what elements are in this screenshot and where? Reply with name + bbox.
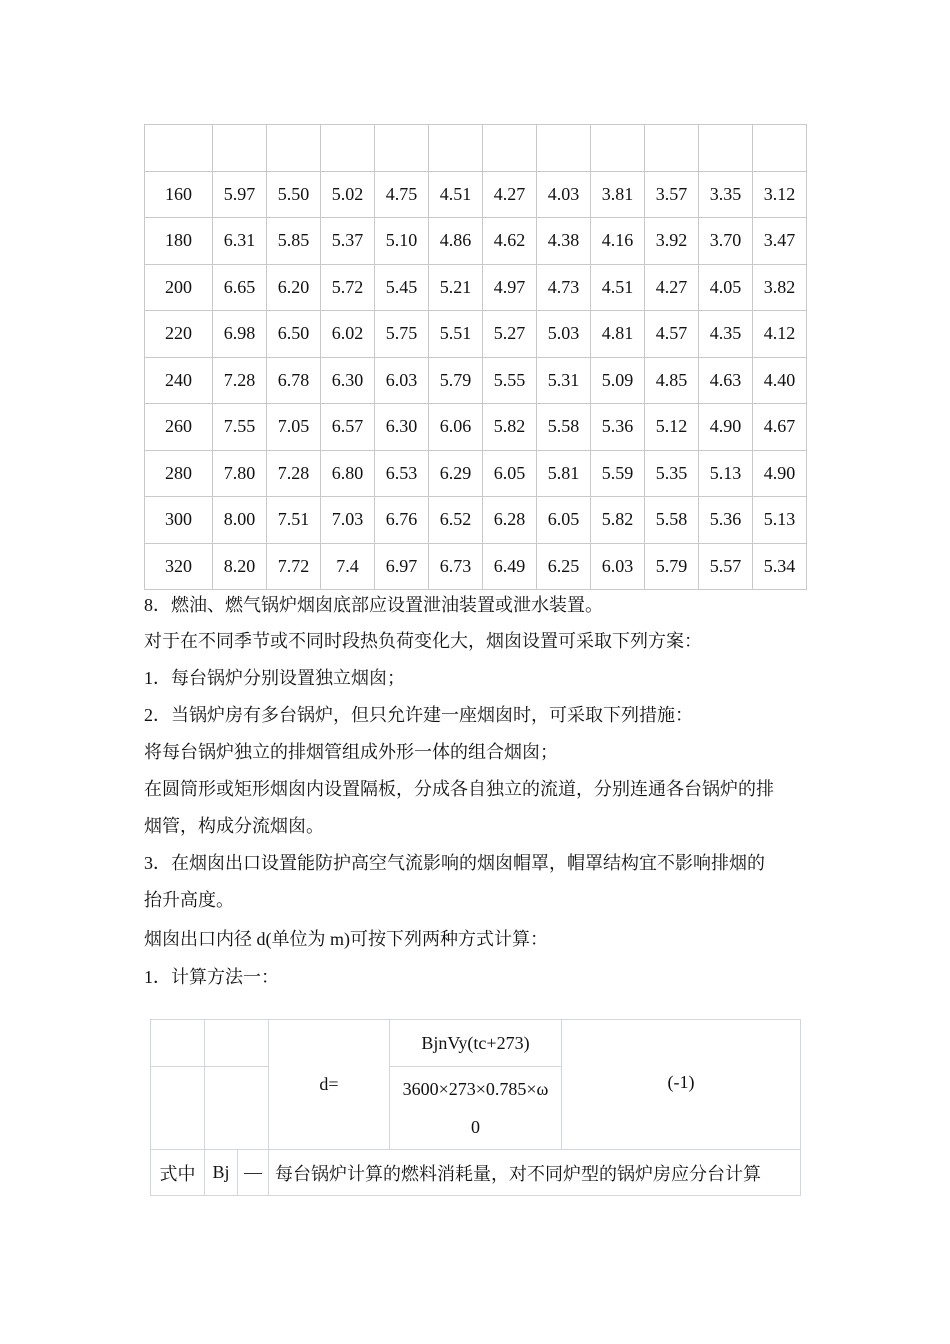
table-cell: 7.55 bbox=[213, 404, 267, 451]
table-cell: 4.81 bbox=[591, 311, 645, 358]
table-cell: 5.03 bbox=[537, 311, 591, 358]
formula-numerator: BjnVy(tc+273) bbox=[390, 1020, 562, 1067]
table-row-label: 320 bbox=[145, 543, 213, 590]
table-cell: 5.21 bbox=[429, 264, 483, 311]
formula-denominator bbox=[390, 1067, 562, 1150]
table-cell: 6.03 bbox=[591, 543, 645, 590]
table-cell: 5.72 bbox=[321, 264, 375, 311]
table-cell: 4.73 bbox=[537, 264, 591, 311]
table-header-cell bbox=[483, 125, 537, 172]
table-cell: 3.81 bbox=[591, 171, 645, 218]
table-cell: 4.63 bbox=[699, 357, 753, 404]
table-cell: 3.12 bbox=[753, 171, 807, 218]
data-table bbox=[144, 124, 807, 590]
table-cell: 6.25 bbox=[537, 543, 591, 590]
table-row-label: 160 bbox=[145, 171, 213, 218]
table-row bbox=[145, 404, 807, 451]
table-header-row bbox=[145, 125, 807, 172]
symbol-definition: 每台锅炉计算的燃料消耗量，对不同炉型的锅炉房应分台计算 bbox=[269, 1150, 801, 1196]
table-cell: 6.06 bbox=[429, 404, 483, 451]
table-header-cell bbox=[375, 125, 429, 172]
table-cell: 6.05 bbox=[483, 450, 537, 497]
paragraph-partition-line2: 烟管，构成分流烟囱。 bbox=[144, 816, 324, 836]
table-cell: 7.51 bbox=[267, 497, 321, 544]
table-cell: 5.09 bbox=[591, 357, 645, 404]
table-cell: 6.28 bbox=[483, 497, 537, 544]
table-cell: 7.72 bbox=[267, 543, 321, 590]
paragraph-combined-chimney: 将每台锅炉独立的排烟管组成外形一体的组合烟囱； bbox=[144, 742, 558, 762]
table-cell: 5.82 bbox=[483, 404, 537, 451]
table-row-label: 220 bbox=[145, 311, 213, 358]
table-cell: 5.02 bbox=[321, 171, 375, 218]
table-cell: 6.29 bbox=[429, 450, 483, 497]
table-cell: 4.12 bbox=[753, 311, 807, 358]
symbol-bj: Bj bbox=[205, 1150, 238, 1196]
table-cell: 4.97 bbox=[483, 264, 537, 311]
table-cell: 4.75 bbox=[375, 171, 429, 218]
table-cell: 4.51 bbox=[591, 264, 645, 311]
formula-empty-cell bbox=[205, 1020, 269, 1067]
formula-table bbox=[150, 1019, 801, 1196]
table-cell: 6.65 bbox=[213, 264, 267, 311]
table-cell: 5.10 bbox=[375, 218, 429, 265]
table-row-label: 280 bbox=[145, 450, 213, 497]
formula-denominator-line2: 0 bbox=[471, 1117, 480, 1137]
table-cell: 4.38 bbox=[537, 218, 591, 265]
table-row bbox=[145, 543, 807, 590]
table-header-cell bbox=[321, 125, 375, 172]
formula-empty-cell bbox=[151, 1067, 205, 1150]
table-cell: 4.67 bbox=[753, 404, 807, 451]
table-cell: 6.80 bbox=[321, 450, 375, 497]
table-header-cell bbox=[213, 125, 267, 172]
table-row bbox=[145, 450, 807, 497]
table-cell: 6.31 bbox=[213, 218, 267, 265]
formula-denominator-line1: 3600×273×0.785×ω bbox=[402, 1079, 549, 1099]
table-cell: 5.31 bbox=[537, 357, 591, 404]
table-row-label: 240 bbox=[145, 357, 213, 404]
table-cell: 6.20 bbox=[267, 264, 321, 311]
formula-number: (-1) bbox=[562, 1020, 801, 1150]
paragraph-scheme-3-line2: 抬升高度。 bbox=[144, 890, 234, 910]
table-header-cell bbox=[429, 125, 483, 172]
table-cell: 3.35 bbox=[699, 171, 753, 218]
table-cell: 6.30 bbox=[321, 357, 375, 404]
table-cell: 5.50 bbox=[267, 171, 321, 218]
table-cell: 5.79 bbox=[429, 357, 483, 404]
table-cell: 5.58 bbox=[645, 497, 699, 544]
table-cell: 5.27 bbox=[483, 311, 537, 358]
where-label: 式中 bbox=[151, 1150, 205, 1196]
table-cell: 4.86 bbox=[429, 218, 483, 265]
table-cell: 6.49 bbox=[483, 543, 537, 590]
table-cell: 6.73 bbox=[429, 543, 483, 590]
table-cell: 7.28 bbox=[267, 450, 321, 497]
table-cell: 7.4 bbox=[321, 543, 375, 590]
table-cell: 4.03 bbox=[537, 171, 591, 218]
table-cell: 4.51 bbox=[429, 171, 483, 218]
table-cell: 5.55 bbox=[483, 357, 537, 404]
table-cell: 4.27 bbox=[483, 171, 537, 218]
table-cell: 6.03 bbox=[375, 357, 429, 404]
paragraph-partition-line1: 在圆筒形或矩形烟囱内设置隔板，分成各自独立的流道，分别连通各台锅炉的排 bbox=[144, 779, 774, 799]
table-cell: 4.90 bbox=[699, 404, 753, 451]
table-row bbox=[145, 311, 807, 358]
table-cell: 5.75 bbox=[375, 311, 429, 358]
table-cell: 6.57 bbox=[321, 404, 375, 451]
table-row-label: 260 bbox=[145, 404, 213, 451]
table-cell: 3.57 bbox=[645, 171, 699, 218]
table-cell: 6.52 bbox=[429, 497, 483, 544]
table-cell: 6.98 bbox=[213, 311, 267, 358]
table-cell: 6.05 bbox=[537, 497, 591, 544]
table-cell: 6.30 bbox=[375, 404, 429, 451]
table-header-cell bbox=[537, 125, 591, 172]
table-cell: 8.20 bbox=[213, 543, 267, 590]
table-cell: 3.47 bbox=[753, 218, 807, 265]
table-row bbox=[145, 171, 807, 218]
table-cell: 4.05 bbox=[699, 264, 753, 311]
table-cell: 6.76 bbox=[375, 497, 429, 544]
paragraph-scheme-3-line1: 3．在烟囱出口设置能防护高空气流影响的烟囱帽罩，帽罩结构宜不影响排烟的 bbox=[144, 853, 765, 873]
table-cell: 4.27 bbox=[645, 264, 699, 311]
table-row-label: 180 bbox=[145, 218, 213, 265]
table-cell: 6.50 bbox=[267, 311, 321, 358]
table-cell: 5.36 bbox=[699, 497, 753, 544]
table-header-cell bbox=[753, 125, 807, 172]
table-cell: 6.97 bbox=[375, 543, 429, 590]
table-cell: 6.02 bbox=[321, 311, 375, 358]
table-row-label: 200 bbox=[145, 264, 213, 311]
table-row bbox=[145, 264, 807, 311]
table-row-label: 300 bbox=[145, 497, 213, 544]
table-cell: 7.03 bbox=[321, 497, 375, 544]
table-cell: 5.79 bbox=[645, 543, 699, 590]
table-cell: 3.92 bbox=[645, 218, 699, 265]
table-cell: 3.82 bbox=[753, 264, 807, 311]
table-cell: 5.57 bbox=[699, 543, 753, 590]
table-cell: 4.40 bbox=[753, 357, 807, 404]
table-cell: 4.62 bbox=[483, 218, 537, 265]
formula-empty-cell bbox=[151, 1020, 205, 1067]
table-cell: 7.28 bbox=[213, 357, 267, 404]
table-cell: 5.37 bbox=[321, 218, 375, 265]
table-cell: 5.58 bbox=[537, 404, 591, 451]
table-row bbox=[145, 357, 807, 404]
table-cell: 5.13 bbox=[753, 497, 807, 544]
paragraph-8: 8．燃油、燃气锅炉烟囱底部应设置泄油装置或泄水装置。 bbox=[144, 595, 603, 615]
formula-empty-cell bbox=[205, 1067, 269, 1150]
paragraph-diameter-intro: 烟囱出口内径 d(单位为 m)可按下列两种方式计算： bbox=[144, 929, 548, 949]
table-cell: 5.34 bbox=[753, 543, 807, 590]
table-header-cell bbox=[591, 125, 645, 172]
paragraph-scheme-1: 1．每台锅炉分别设置独立烟囱； bbox=[144, 668, 405, 688]
table-row bbox=[145, 218, 807, 265]
table-cell: 8.00 bbox=[213, 497, 267, 544]
table-cell: 5.13 bbox=[699, 450, 753, 497]
definition-dash: — bbox=[238, 1150, 269, 1196]
table-cell: 5.59 bbox=[591, 450, 645, 497]
table-header-cell bbox=[267, 125, 321, 172]
table-cell: 5.12 bbox=[645, 404, 699, 451]
table-cell: 4.57 bbox=[645, 311, 699, 358]
table-cell: 7.80 bbox=[213, 450, 267, 497]
paragraph-scheme-2: 2．当锅炉房有多台锅炉，但只允许建一座烟囱时，可采取下列措施： bbox=[144, 705, 693, 725]
data-table-body bbox=[145, 125, 807, 590]
table-cell: 5.81 bbox=[537, 450, 591, 497]
table-cell: 5.97 bbox=[213, 171, 267, 218]
table-cell: 5.82 bbox=[591, 497, 645, 544]
table-cell: 4.35 bbox=[699, 311, 753, 358]
table-cell: 5.51 bbox=[429, 311, 483, 358]
paragraph-scheme-intro: 对于在不同季节或不同时段热负荷变化大，烟囱设置可采取下列方案： bbox=[144, 631, 702, 651]
table-header-cell bbox=[699, 125, 753, 172]
table-cell: 3.70 bbox=[699, 218, 753, 265]
table-cell: 6.53 bbox=[375, 450, 429, 497]
table-header-cell bbox=[145, 125, 213, 172]
table-cell: 4.85 bbox=[645, 357, 699, 404]
table-cell: 5.35 bbox=[645, 450, 699, 497]
table-cell: 4.90 bbox=[753, 450, 807, 497]
table-cell: 6.78 bbox=[267, 357, 321, 404]
table-row bbox=[145, 497, 807, 544]
formula-lhs: d= bbox=[269, 1020, 390, 1150]
paragraph-method-1: 1．计算方法一： bbox=[144, 967, 279, 987]
table-cell: 5.45 bbox=[375, 264, 429, 311]
table-header-cell bbox=[645, 125, 699, 172]
table-cell: 5.36 bbox=[591, 404, 645, 451]
table-cell: 7.05 bbox=[267, 404, 321, 451]
table-cell: 4.16 bbox=[591, 218, 645, 265]
table-cell: 5.85 bbox=[267, 218, 321, 265]
